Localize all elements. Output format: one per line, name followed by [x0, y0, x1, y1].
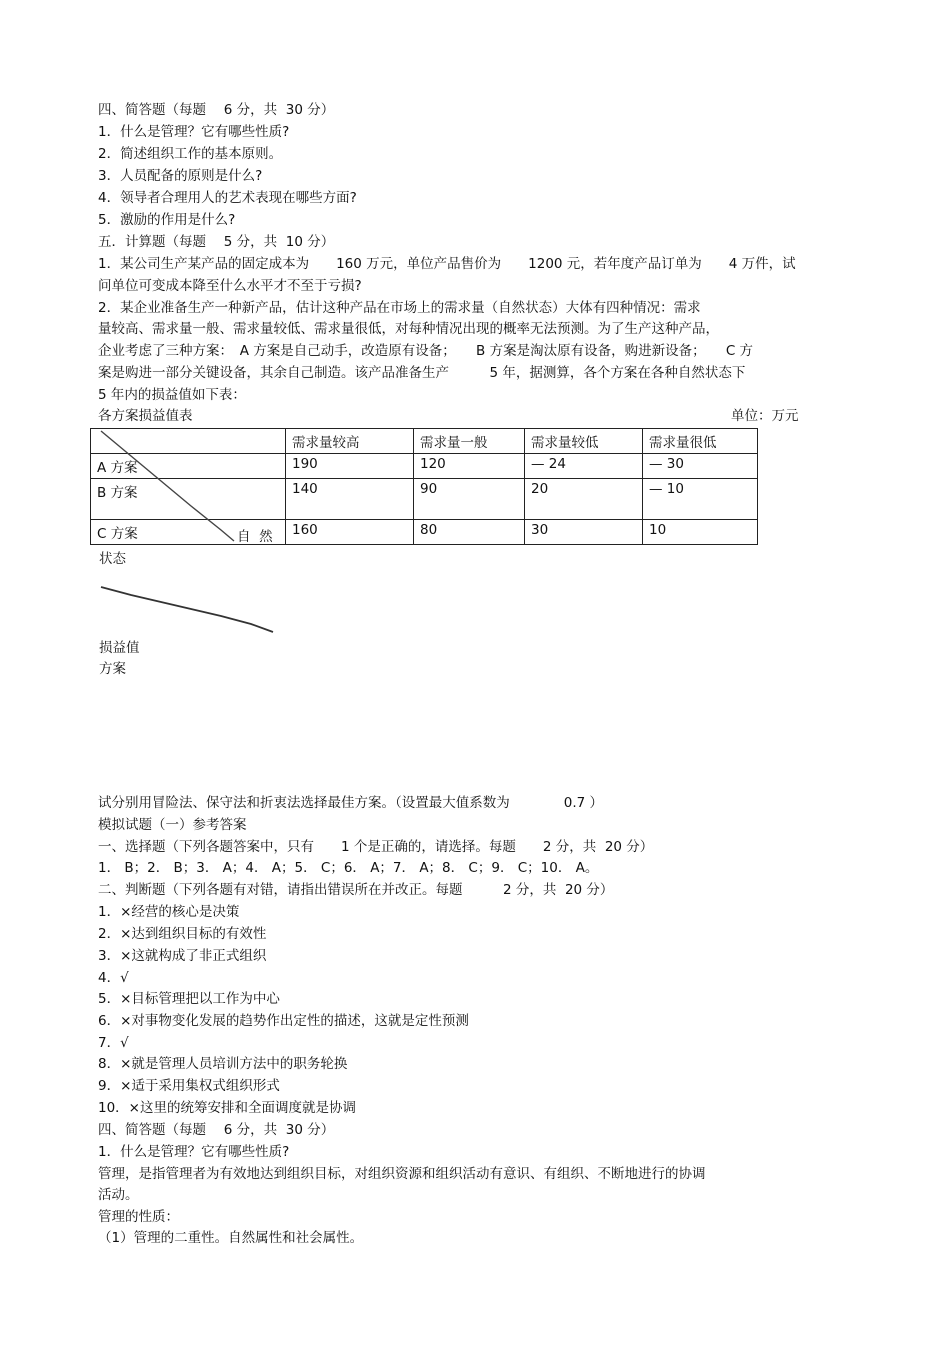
- text-line: 4．√: [98, 970, 129, 986]
- text-line: 10．×这里的统筹安排和全面调度就是协调: [98, 1100, 356, 1116]
- table-cell: 90: [414, 479, 525, 520]
- label-value: 损益值: [99, 640, 140, 656]
- text-line: 5 年内的损益值如下表：: [98, 387, 246, 403]
- text-line: 3．×这就构成了非正式组织: [98, 948, 267, 964]
- row-label: B 方案: [91, 479, 286, 520]
- text-line: 试分别用冒险法、保守法和折衷法选择最佳方案。（设置最大值系数为 0.7 ）: [98, 795, 604, 811]
- text-line: 企业考虑了三种方案： A 方案是自己动手，改造原有设备； B 方案是淘汰原有设备，购进新设备； C 方: [98, 343, 754, 359]
- column-header: 需求量一般: [414, 429, 525, 454]
- diagonal-line-value: [101, 587, 273, 632]
- column-header: 需求量较低: [525, 429, 643, 454]
- row-label: A 方案: [91, 454, 286, 479]
- row-label: C 方案: [91, 520, 286, 545]
- table-cell: — 24: [525, 454, 643, 479]
- text-line: （1）管理的二重性。自然属性和社会属性。: [98, 1230, 364, 1246]
- diagonal-line-nature: [101, 431, 234, 541]
- text-line: 5．激励的作用是什么?: [98, 212, 236, 228]
- label-nature: 自 然: [237, 529, 273, 545]
- text-line: 案是购进一部分关键设备，其余自己制造。该产品准备生产 5 年，据测算，各个方案在各种自然状态下: [98, 365, 746, 381]
- text-line: 6．×对事物变化发展的趋势作出定性的描述，这就是定性预测: [98, 1013, 469, 1029]
- text-line: 五．计算题（每题 5 分，共 10 分）: [98, 234, 335, 250]
- text-line: 活动。: [98, 1187, 139, 1203]
- column-header: 需求量较高: [286, 429, 414, 454]
- table-header-row: [91, 429, 758, 454]
- text-line: 问单位可变成本降至什么水平才不至于亏损?: [98, 278, 362, 294]
- table-cell: — 10: [643, 479, 758, 520]
- text-line: 模拟试题（一）参考答案: [98, 817, 247, 833]
- text-line: 1． B；2． B；3． A；4． A；5． C；6． A；7． A；8． C；9． C；10． A。: [98, 860, 599, 876]
- text-line: 9．×适于采用集权式组织形式: [98, 1078, 280, 1094]
- text-line: 一、选择题（下列各题答案中，只有 1 个是正确的，请选择。每题 2 分，共 20 分）: [98, 839, 654, 855]
- text-line: 7．√: [98, 1035, 129, 1051]
- table-cell: 120: [414, 454, 525, 479]
- text-line: 5．×目标管理把以工作为中心: [98, 991, 280, 1007]
- text-line: 管理，是指管理者为有效地达到组织目标，对组织资源和组织活动有意识、有组织、不断地进行的协调: [98, 1166, 706, 1182]
- table-cell: 160: [286, 520, 414, 545]
- label-plan: 方案: [99, 661, 126, 677]
- text-line: 二、判断题（下列各题有对错，请指出错误所在并改正。每题 2 分，共 20 分）: [98, 882, 614, 898]
- text-line: 管理的性质：: [98, 1209, 179, 1225]
- text-line: 4．领导者合理用人的艺术表现在哪些方面?: [98, 190, 357, 206]
- table-title: 各方案损益值表: [98, 408, 193, 424]
- text-line: 1．某公司生产某产品的固定成本为 160 万元，单位产品售价为 1200 元，若年度产品订单为 4 万件，试: [98, 256, 796, 272]
- text-line: 1．×经营的核心是决策: [98, 904, 240, 920]
- table-cell: 140: [286, 479, 414, 520]
- text-line: 8．×就是管理人员培训方法中的职务轮换: [98, 1056, 348, 1072]
- text-line: 2．×达到组织目标的有效性: [98, 926, 267, 942]
- text-line: 3．人员配备的原则是什么?: [98, 168, 263, 184]
- label-state: 状态: [99, 551, 126, 567]
- column-header: 需求量很低: [643, 429, 758, 454]
- text-line: 2．某企业准备生产一种新产品，估计这种产品在市场上的需求量（自然状态）大体有四种情况：需求: [98, 300, 701, 316]
- text-line: 2．简述组织工作的基本原则。: [98, 146, 283, 162]
- table-cell: 80: [414, 520, 525, 545]
- payoff-table: [90, 428, 758, 677]
- text-line: 量较高、需求量一般、需求量较低、需求量很低，对每种情况出现的概率无法预测。为了生产这种产品，: [98, 321, 719, 337]
- text-line: 1．什么是管理？它有哪些性质?: [98, 1144, 290, 1160]
- text-line: 四、简答题（每题 6 分，共 30 分）: [98, 1122, 335, 1138]
- text-line: 四、简答题（每题 6 分，共 30 分）: [98, 102, 335, 118]
- table-cell: 20: [525, 479, 643, 520]
- text-line: 1．什么是管理？它有哪些性质?: [98, 124, 290, 140]
- table-cell: 10: [643, 520, 758, 545]
- table-cell: 30: [525, 520, 643, 545]
- table-unit: 单位：万元: [731, 408, 799, 424]
- table-cell: — 30: [643, 454, 758, 479]
- table-cell: 190: [286, 454, 414, 479]
